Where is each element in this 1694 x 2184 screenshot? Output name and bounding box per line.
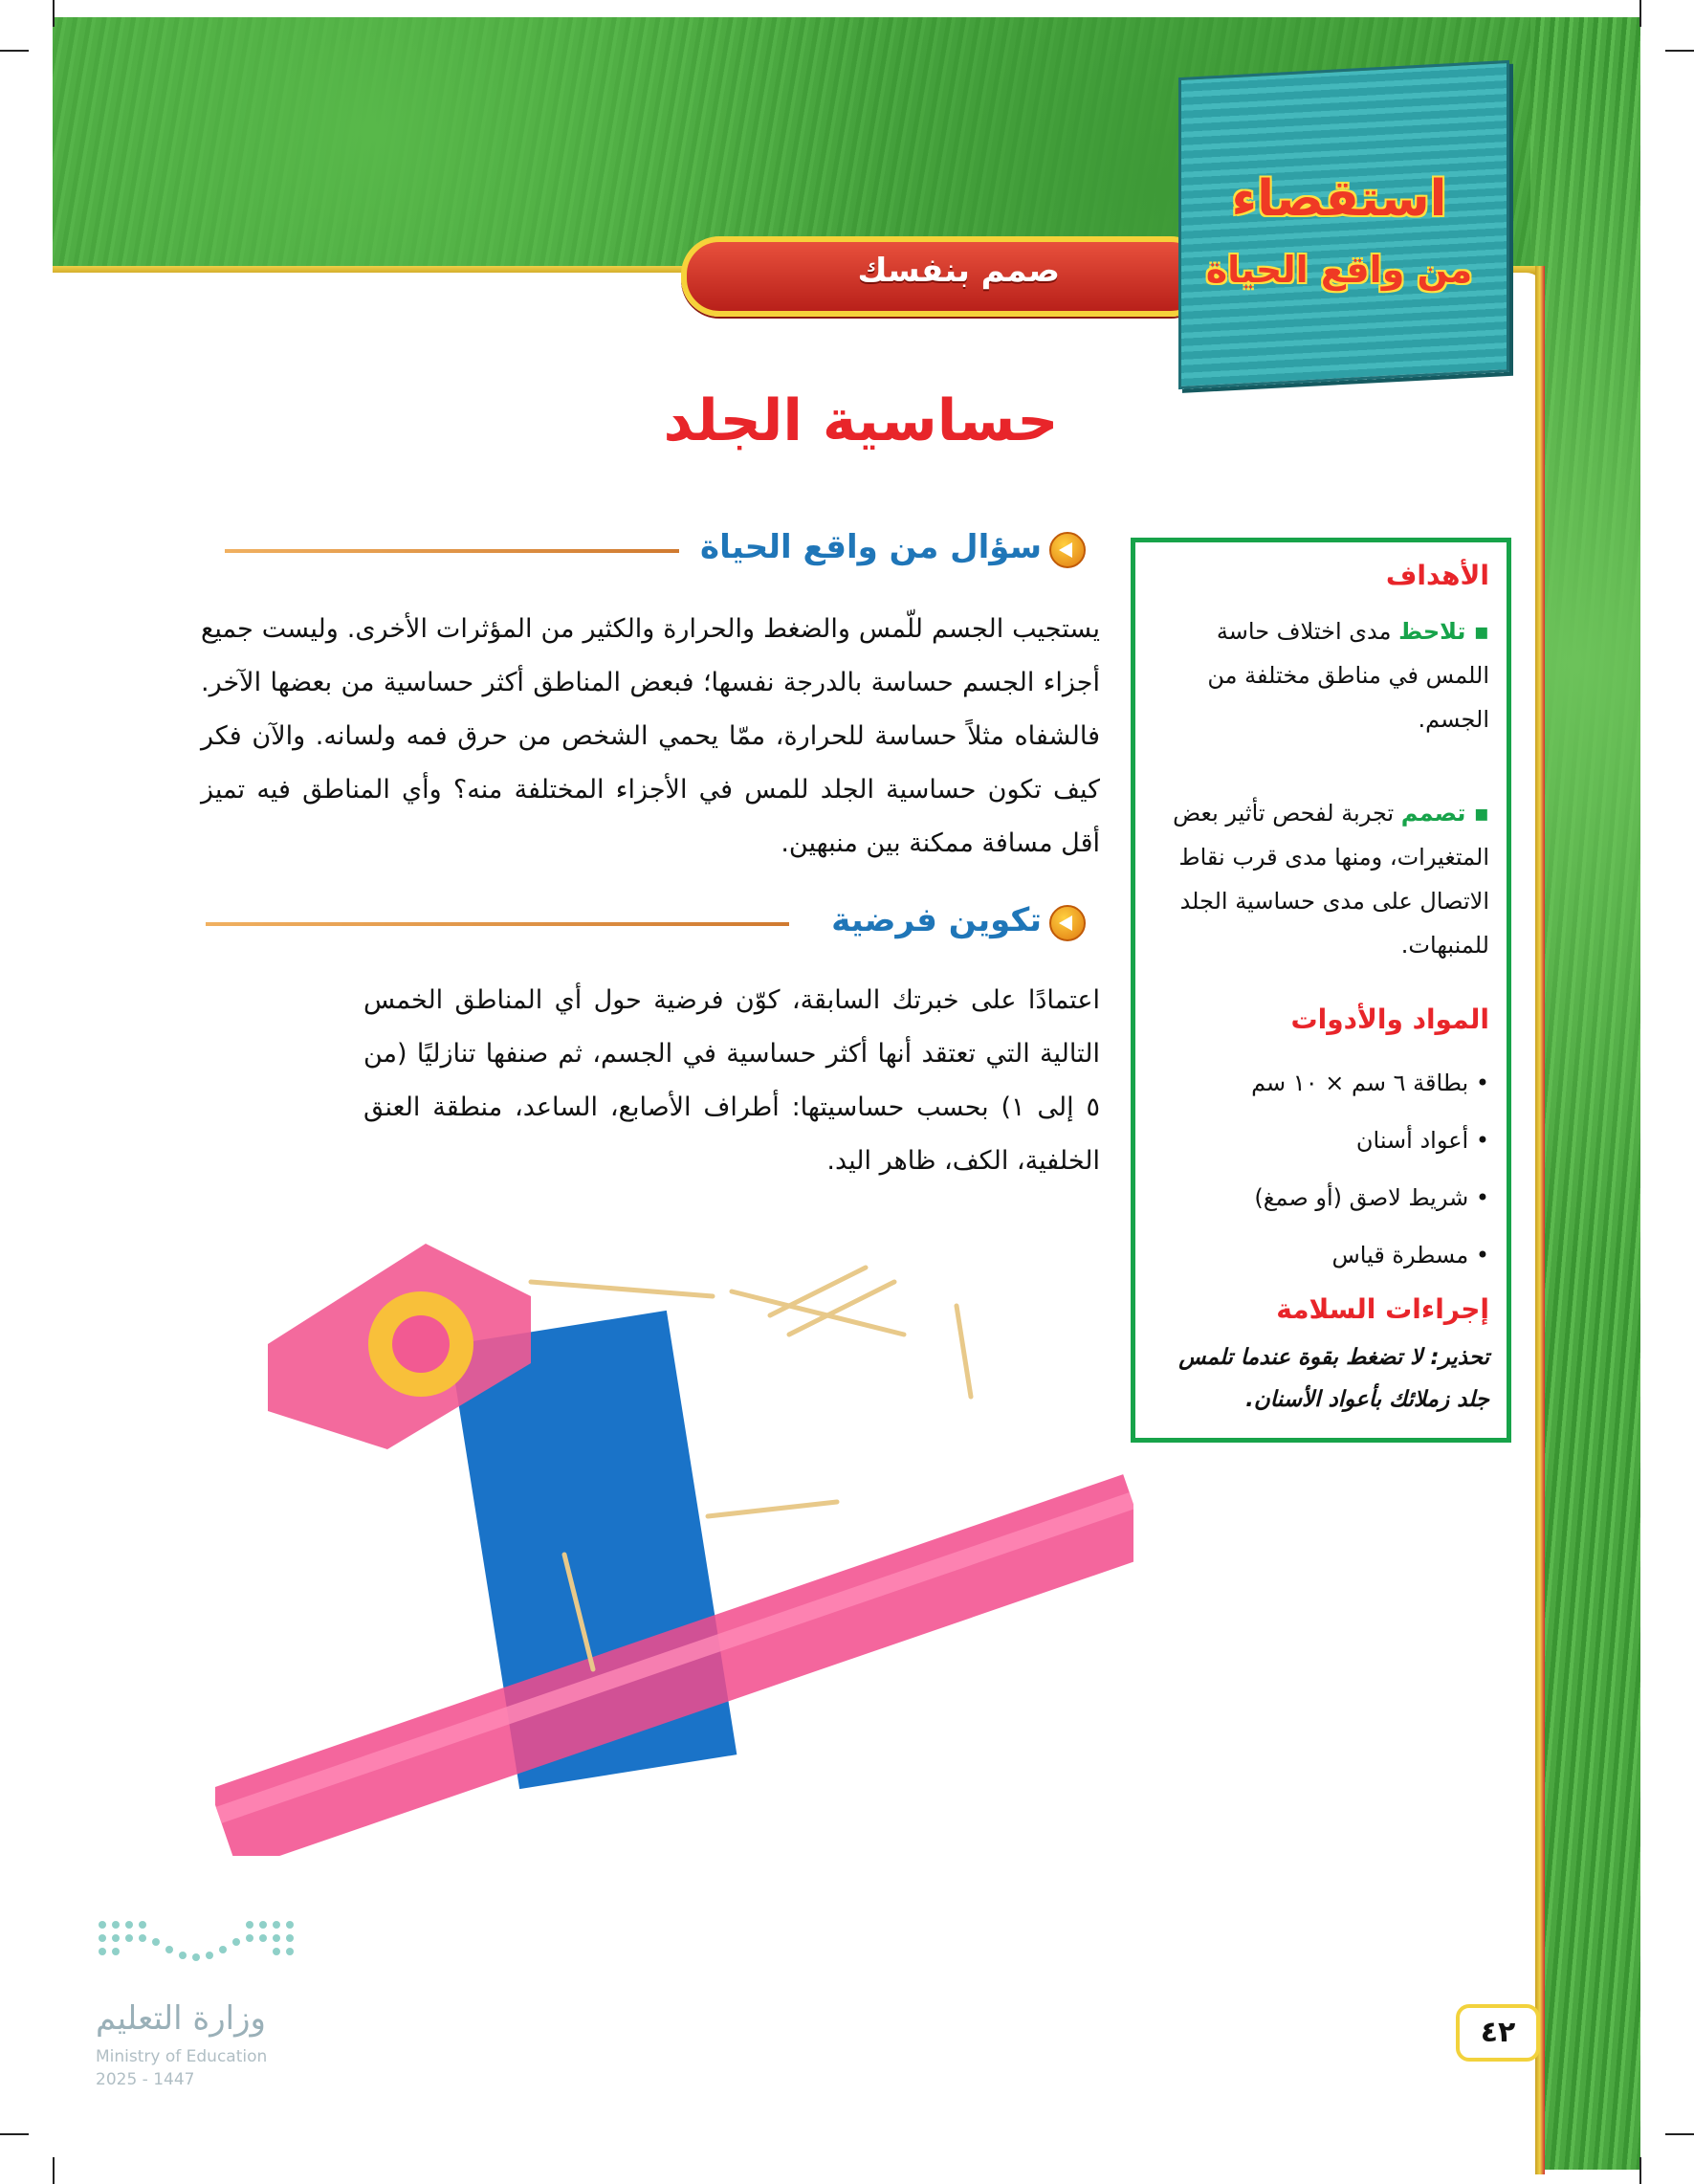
- design-yourself-banner: [681, 236, 1209, 317]
- materials-list: [1251, 1054, 1489, 1284]
- safety-heading: إجراءات السلامة: [1276, 1293, 1489, 1325]
- square-bullet-icon: ▪: [1465, 618, 1489, 645]
- square-bullet-icon: ▪: [1465, 800, 1489, 827]
- question-heading-label: سؤال من واقع الحياة: [700, 528, 1042, 566]
- crop-mark: [53, 2157, 55, 2184]
- crop-mark: [1639, 0, 1641, 27]
- crop-mark: [0, 50, 29, 52]
- ministry-name-arabic: وزارة التعليم: [96, 1999, 266, 2038]
- paper-right-edge: [1535, 266, 1545, 2174]
- crop-mark: [1639, 2157, 1641, 2184]
- goal-observe: [1153, 609, 1489, 741]
- objectives-sidebar: [1131, 538, 1511, 1443]
- materials-item: • مسطرة قياس: [1331, 1242, 1489, 1268]
- question-heading: [225, 526, 1086, 574]
- materials-item: • شريط لاصق (أو صمغ): [1254, 1184, 1489, 1211]
- heading-rule: [206, 922, 789, 926]
- materials-heading: المواد والأدوات: [1290, 1004, 1489, 1035]
- heading-rule: [225, 549, 679, 553]
- banner-label: صمم بنفسك: [857, 252, 1060, 290]
- ministry-year: 2025 - 1447: [96, 2070, 195, 2089]
- badge-subtitle: من واقع الحياة: [1205, 249, 1473, 291]
- experiment-tools-photo: [215, 1229, 1133, 1856]
- crop-mark: [53, 0, 55, 27]
- grass-side-background: [1530, 17, 1640, 2170]
- safety-warning: تحذير: لا تضغط بقوة عندما تلمس جلد زملائك بأعواد الأسنان.: [1178, 1345, 1489, 1412]
- page-title: حساسية الجلد: [663, 387, 1059, 454]
- goals-heading: الأهداف: [1385, 560, 1489, 591]
- goal-design-key: تصمم: [1400, 800, 1466, 827]
- crop-mark: [1665, 2133, 1694, 2135]
- goal-observe-text: مدى اختلاف حاسة اللمس في مناطق مختلفة من الجسم.: [1207, 618, 1489, 733]
- crop-mark: [0, 2133, 29, 2135]
- question-paragraph: يستجيب الجسم للّمس والضغط والحرارة والكثير من المؤثرات الأخرى. وليست جميع أجزاء الجسم حساسة بالدرجة نفسها؛ فبعض المناطق أكثر حساسية من بعضها الآخر. فالشفاه مثلاً حساسة للحرارة، ممّا يحمي الشخص من حرق فمه ولسانه. والآن فكر كيف تكون حساسية الجلد للمس في الأجزاء المختلفة منه؟ وأي المناطق فيه تميز أقل مسافة ممكنة بين منبهين.: [201, 614, 1100, 858]
- arrow-bullet-icon: [1049, 532, 1086, 568]
- goal-design: [1153, 791, 1489, 967]
- materials-item: • أعواد أسنان: [1355, 1127, 1489, 1154]
- hypothesis-heading-label: تكوين فرضية: [831, 901, 1042, 939]
- badge-title: استقصاء: [1231, 170, 1447, 228]
- arrow-bullet-icon: [1049, 905, 1086, 941]
- goal-observe-key: تلاحظ: [1398, 618, 1466, 645]
- crop-mark: [1665, 50, 1694, 52]
- hypothesis-heading: [206, 899, 1086, 947]
- goal-design-text: تجربة لفحص تأثير بعض المتغيرات، ومنها مدى قرب نقاط الاتصال على مدى حساسية الجلد للمنبهات.: [1173, 800, 1489, 959]
- hypothesis-paragraph: اعتمادًا على خبرتك السابقة، كوّن فرضية حول أي المناطق الخمس التالية التي تعتقد أنها أكثر حساسية في الجسم، ثم صنفها تنازليًا (من ٥ إلى ١) بحسب حساسيتها: أطراف الأصابع، الساعد، منطقة العنق الخلفية، الكف، ظاهر اليد.: [363, 985, 1100, 1176]
- ministry-name-english: Ministry of Education: [96, 2047, 268, 2066]
- page-number: ٤٢: [1456, 2004, 1540, 2062]
- materials-item: • بطاقة ٦ سم × ١٠ سم: [1251, 1070, 1489, 1096]
